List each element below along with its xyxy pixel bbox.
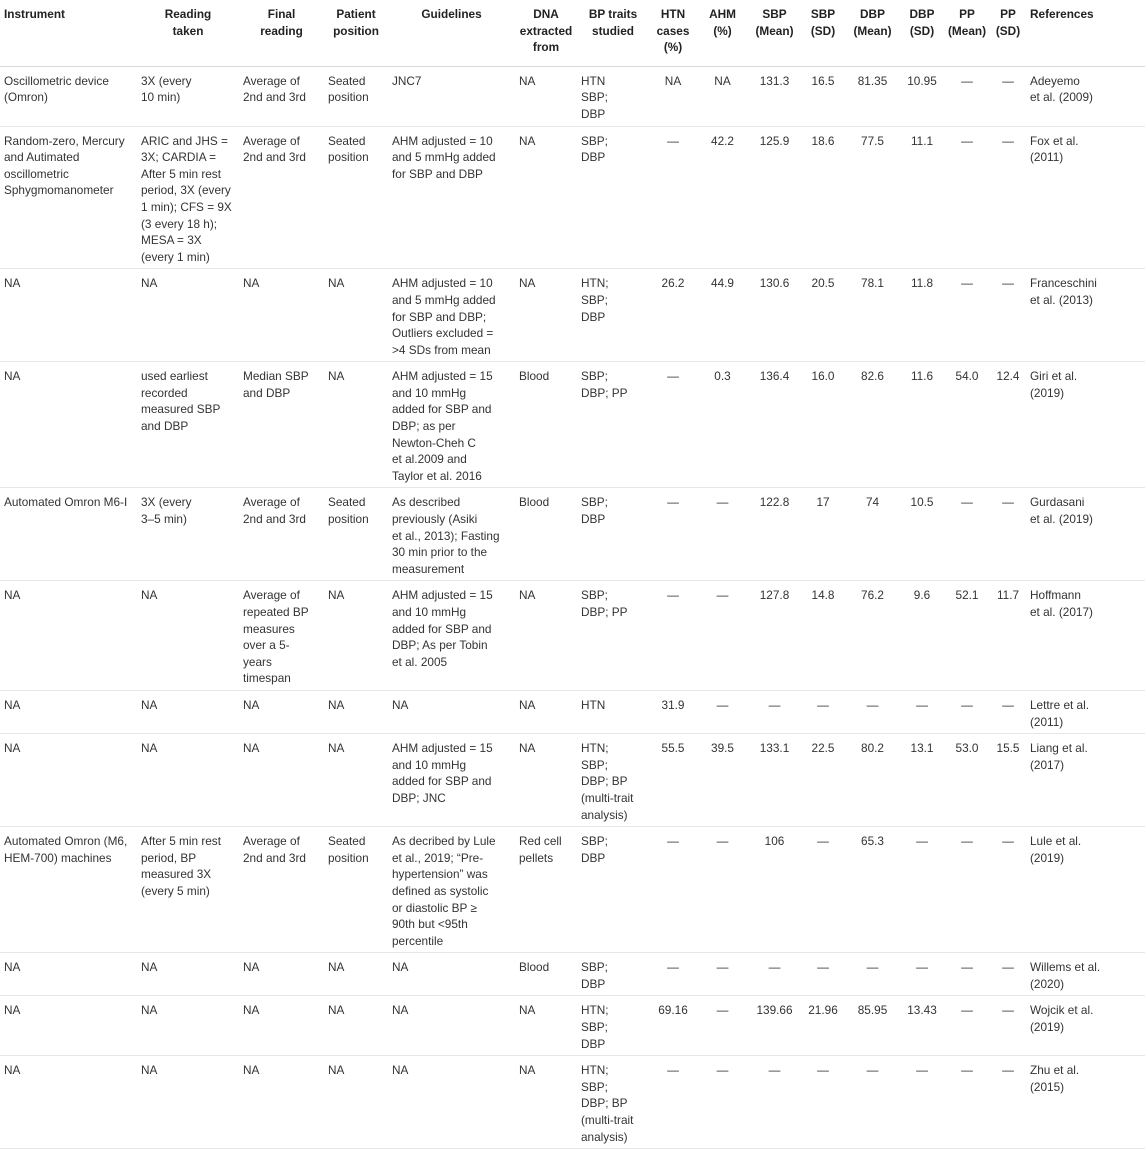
cell-guidelines: AHM adjusted = 15 and 10 mmHg added for SBP and DBP; as per Newton-Cheh C et al.2009 and Taylor et al. 2016: [388, 362, 515, 488]
cell-instrument: Automated Omron M6-I: [0, 488, 137, 581]
cell-final-reading: Median SBP and DBP: [239, 362, 324, 488]
cell-instrument: NA: [0, 1056, 137, 1149]
cell-dna-extracted: NA: [515, 581, 577, 691]
cell-dbp-sd: 11.8: [900, 269, 944, 362]
cell-sbp-sd: 14.8: [801, 581, 845, 691]
cell-patient-position: Seated position: [324, 827, 388, 953]
cell-ahm: —: [697, 1056, 748, 1149]
cell-reading-taken: NA: [137, 690, 239, 733]
table-row: [0, 488, 1145, 581]
header-row: [0, 0, 1145, 66]
cell-htn-cases: —: [649, 488, 697, 581]
cell-sbp-mean: —: [748, 690, 801, 733]
cell-dbp-mean: 74: [845, 488, 900, 581]
header-pp-sd: PP (SD): [990, 0, 1026, 66]
cell-ahm: 0.3: [697, 362, 748, 488]
cell-pp-sd: —: [990, 690, 1026, 733]
cell-instrument: NA: [0, 996, 137, 1056]
cell-final-reading: Average of 2nd and 3rd: [239, 66, 324, 126]
cell-pp-sd: —: [990, 953, 1026, 996]
cell-reading-taken: After 5 min rest period, BP measured 3X (every 5 min): [137, 827, 239, 953]
cell-sbp-sd: 18.6: [801, 126, 845, 269]
cell-guidelines: NA: [388, 690, 515, 733]
cell-bp-traits: SBP; DBP: [577, 488, 649, 581]
cell-instrument: NA: [0, 734, 137, 827]
cell-reading-taken: NA: [137, 581, 239, 691]
cell-guidelines: JNC7: [388, 66, 515, 126]
cell-dbp-mean: 80.2: [845, 734, 900, 827]
cell-sbp-sd: —: [801, 690, 845, 733]
cell-sbp-sd: 17: [801, 488, 845, 581]
cell-final-reading: Average of 2nd and 3rd: [239, 126, 324, 269]
cell-dna-extracted: NA: [515, 734, 577, 827]
cell-reading-taken: 3X (every 3–5 min): [137, 488, 239, 581]
cell-ahm: —: [697, 690, 748, 733]
header-reading-taken: Reading taken: [137, 0, 239, 66]
cell-pp-mean: —: [944, 690, 990, 733]
cell-references: Fox et al. (2011): [1026, 126, 1145, 269]
cell-dbp-sd: 10.5: [900, 488, 944, 581]
cell-ahm: 42.2: [697, 126, 748, 269]
cell-references: Adeyemo et al. (2009): [1026, 66, 1145, 126]
cell-sbp-mean: 122.8: [748, 488, 801, 581]
cell-pp-sd: —: [990, 1056, 1026, 1149]
cell-htn-cases: 26.2: [649, 269, 697, 362]
header-patient-position: Patient position: [324, 0, 388, 66]
cell-dbp-sd: —: [900, 953, 944, 996]
cell-bp-traits: HTN; SBP; DBP; BP (multi-trait analysis): [577, 1056, 649, 1149]
cell-instrument: NA: [0, 362, 137, 488]
cell-dbp-sd: —: [900, 1056, 944, 1149]
cell-final-reading: NA: [239, 269, 324, 362]
cell-guidelines: AHM adjusted = 10 and 5 mmHg added for SBP and DBP: [388, 126, 515, 269]
cell-sbp-mean: —: [748, 1056, 801, 1149]
cell-instrument: NA: [0, 581, 137, 691]
cell-references: Lule et al. (2019): [1026, 827, 1145, 953]
cell-htn-cases: —: [649, 953, 697, 996]
cell-guidelines: NA: [388, 953, 515, 996]
header-pp-mean: PP (Mean): [944, 0, 990, 66]
table-row: [0, 126, 1145, 269]
cell-pp-mean: —: [944, 1056, 990, 1149]
cell-bp-traits: HTN: [577, 690, 649, 733]
cell-guidelines: As decribed by Lule et al., 2019; “Pre- hypertension” was defined as systolic or diastolic BP ≥ 90th but <95th percentile: [388, 827, 515, 953]
cell-ahm: —: [697, 827, 748, 953]
cell-guidelines: As described previously (Asiki et al., 2013); Fasting 30 min prior to the measurement: [388, 488, 515, 581]
cell-pp-mean: —: [944, 953, 990, 996]
header-dbp-mean: DBP (Mean): [845, 0, 900, 66]
cell-guidelines: AHM adjusted = 15 and 10 mmHg added for SBP and DBP; As per Tobin et al. 2005: [388, 581, 515, 691]
cell-instrument: Automated Omron (M6, HEM-700) machines: [0, 827, 137, 953]
cell-ahm: 44.9: [697, 269, 748, 362]
table-row: [0, 581, 1145, 691]
cell-pp-mean: 53.0: [944, 734, 990, 827]
cell-pp-sd: —: [990, 827, 1026, 953]
cell-pp-mean: 52.1: [944, 581, 990, 691]
header-sbp-sd: SBP (SD): [801, 0, 845, 66]
cell-pp-sd: 11.7: [990, 581, 1026, 691]
cell-patient-position: Seated position: [324, 126, 388, 269]
header-bp-traits: BP traits studied: [577, 0, 649, 66]
cell-pp-sd: —: [990, 996, 1026, 1056]
cell-final-reading: NA: [239, 734, 324, 827]
table-row: [0, 827, 1145, 953]
cell-dna-extracted: NA: [515, 690, 577, 733]
cell-sbp-sd: 22.5: [801, 734, 845, 827]
cell-dna-extracted: Blood: [515, 953, 577, 996]
cell-patient-position: NA: [324, 362, 388, 488]
cell-reading-taken: 3X (every 10 min): [137, 66, 239, 126]
cell-htn-cases: —: [649, 827, 697, 953]
cell-bp-traits: SBP; DBP: [577, 827, 649, 953]
cell-references: Liang et al. (2017): [1026, 734, 1145, 827]
table-row: [0, 269, 1145, 362]
cell-pp-sd: —: [990, 66, 1026, 126]
cell-dbp-sd: 11.1: [900, 126, 944, 269]
cell-references: Hoffmann et al. (2017): [1026, 581, 1145, 691]
cell-dbp-mean: —: [845, 953, 900, 996]
header-htn-cases: HTN cases (%): [649, 0, 697, 66]
cell-patient-position: NA: [324, 690, 388, 733]
cell-dbp-mean: 78.1: [845, 269, 900, 362]
cell-htn-cases: 69.16: [649, 996, 697, 1056]
cell-htn-cases: 31.9: [649, 690, 697, 733]
cell-references: Gurdasani et al. (2019): [1026, 488, 1145, 581]
cell-references: Willems et al. (2020): [1026, 953, 1145, 996]
cell-dbp-sd: 9.6: [900, 581, 944, 691]
cell-htn-cases: —: [649, 362, 697, 488]
cell-references: Lettre et al. (2011): [1026, 690, 1145, 733]
table-row: [0, 1056, 1145, 1149]
header-ahm: AHM (%): [697, 0, 748, 66]
cell-sbp-sd: —: [801, 953, 845, 996]
cell-bp-traits: HTN SBP; DBP: [577, 66, 649, 126]
cell-patient-position: Seated position: [324, 66, 388, 126]
cell-dbp-sd: 13.1: [900, 734, 944, 827]
cell-guidelines: NA: [388, 1056, 515, 1149]
cell-bp-traits: SBP; DBP: [577, 953, 649, 996]
cell-dbp-mean: 81.35: [845, 66, 900, 126]
cell-sbp-sd: —: [801, 827, 845, 953]
header-instrument: Instrument: [0, 0, 137, 66]
cell-dbp-sd: 10.95: [900, 66, 944, 126]
table-row: [0, 734, 1145, 827]
cell-pp-mean: —: [944, 488, 990, 581]
cell-instrument: Random-zero, Mercury and Autimated oscillometric Sphygmomanometer: [0, 126, 137, 269]
cell-pp-sd: 15.5: [990, 734, 1026, 827]
cell-htn-cases: —: [649, 1056, 697, 1149]
header-sbp-mean: SBP (Mean): [748, 0, 801, 66]
cell-sbp-mean: 125.9: [748, 126, 801, 269]
cell-dbp-sd: 11.6: [900, 362, 944, 488]
cell-patient-position: NA: [324, 953, 388, 996]
cell-ahm: NA: [697, 66, 748, 126]
cell-pp-mean: —: [944, 827, 990, 953]
cell-patient-position: NA: [324, 269, 388, 362]
cell-guidelines: AHM adjusted = 10 and 5 mmHg added for SBP and DBP; Outliers excluded = >4 SDs from mean: [388, 269, 515, 362]
cell-reading-taken: NA: [137, 996, 239, 1056]
cell-guidelines: AHM adjusted = 15 and 10 mmHg added for SBP and DBP; JNC: [388, 734, 515, 827]
cell-references: Zhu et al. (2015): [1026, 1056, 1145, 1149]
cell-sbp-sd: 20.5: [801, 269, 845, 362]
cell-pp-mean: —: [944, 996, 990, 1056]
cell-instrument: NA: [0, 690, 137, 733]
cell-sbp-mean: 127.8: [748, 581, 801, 691]
cell-dbp-mean: 82.6: [845, 362, 900, 488]
cell-dna-extracted: NA: [515, 269, 577, 362]
cell-instrument: Oscillometric device (Omron): [0, 66, 137, 126]
table-row: [0, 66, 1145, 126]
cell-dbp-sd: —: [900, 690, 944, 733]
cell-patient-position: NA: [324, 581, 388, 691]
table-body: [0, 66, 1145, 1148]
header-dna-extracted: DNA extracted from: [515, 0, 577, 66]
cell-final-reading: Average of 2nd and 3rd: [239, 488, 324, 581]
cell-dna-extracted: NA: [515, 1056, 577, 1149]
header-final-reading: Final reading: [239, 0, 324, 66]
cell-sbp-mean: 131.3: [748, 66, 801, 126]
cell-ahm: —: [697, 581, 748, 691]
cell-patient-position: Seated position: [324, 488, 388, 581]
cell-dbp-sd: —: [900, 827, 944, 953]
cell-patient-position: NA: [324, 1056, 388, 1149]
cell-references: Wojcik et al. (2019): [1026, 996, 1145, 1056]
cell-patient-position: NA: [324, 996, 388, 1056]
cell-bp-traits: SBP; DBP; PP: [577, 362, 649, 488]
cell-dbp-mean: 65.3: [845, 827, 900, 953]
cell-pp-sd: —: [990, 269, 1026, 362]
cell-sbp-mean: —: [748, 953, 801, 996]
cell-dbp-mean: 85.95: [845, 996, 900, 1056]
cell-dna-extracted: Blood: [515, 488, 577, 581]
cell-final-reading: NA: [239, 690, 324, 733]
cell-bp-traits: HTN; SBP; DBP: [577, 996, 649, 1056]
cell-dbp-mean: —: [845, 690, 900, 733]
cell-final-reading: Average of repeated BP measures over a 5- years timespan: [239, 581, 324, 691]
cell-sbp-mean: 139.66: [748, 996, 801, 1056]
cell-reading-taken: NA: [137, 1056, 239, 1149]
cell-htn-cases: —: [649, 126, 697, 269]
cell-sbp-sd: 21.96: [801, 996, 845, 1056]
cell-ahm: —: [697, 953, 748, 996]
cell-reading-taken: NA: [137, 734, 239, 827]
cell-htn-cases: —: [649, 581, 697, 691]
cell-sbp-mean: 130.6: [748, 269, 801, 362]
cell-htn-cases: 55.5: [649, 734, 697, 827]
cell-bp-traits: HTN; SBP; DBP; BP (multi-trait analysis): [577, 734, 649, 827]
cell-pp-mean: —: [944, 66, 990, 126]
cell-pp-mean: —: [944, 269, 990, 362]
cell-pp-mean: —: [944, 126, 990, 269]
cell-pp-sd: —: [990, 126, 1026, 269]
header-dbp-sd: DBP (SD): [900, 0, 944, 66]
cell-dna-extracted: Red cell pellets: [515, 827, 577, 953]
cell-references: Franceschini et al. (2013): [1026, 269, 1145, 362]
cell-dna-extracted: NA: [515, 66, 577, 126]
cell-final-reading: NA: [239, 1056, 324, 1149]
cell-bp-traits: SBP; DBP: [577, 126, 649, 269]
cell-sbp-sd: —: [801, 1056, 845, 1149]
cell-dna-extracted: Blood: [515, 362, 577, 488]
header-references: References: [1026, 0, 1145, 66]
cell-ahm: 39.5: [697, 734, 748, 827]
cell-dbp-sd: 13.43: [900, 996, 944, 1056]
cell-sbp-mean: 106: [748, 827, 801, 953]
cell-final-reading: Average of 2nd and 3rd: [239, 827, 324, 953]
table-row: [0, 953, 1145, 996]
cell-dbp-mean: 77.5: [845, 126, 900, 269]
cell-final-reading: NA: [239, 996, 324, 1056]
cell-guidelines: NA: [388, 996, 515, 1056]
cell-dna-extracted: NA: [515, 126, 577, 269]
header-guidelines: Guidelines: [388, 0, 515, 66]
cell-sbp-mean: 133.1: [748, 734, 801, 827]
cell-reading-taken: ARIC and JHS = 3X; CARDIA = After 5 min rest period, 3X (every 1 min); CFS = 9X (3 every 18 h); MESA = 3X (every 1 min): [137, 126, 239, 269]
cell-reading-taken: NA: [137, 953, 239, 996]
cell-dbp-mean: —: [845, 1056, 900, 1149]
cell-sbp-sd: 16.5: [801, 66, 845, 126]
cell-instrument: NA: [0, 269, 137, 362]
cell-htn-cases: NA: [649, 66, 697, 126]
table-row: [0, 362, 1145, 488]
table-row: [0, 690, 1145, 733]
cell-reading-taken: NA: [137, 269, 239, 362]
cell-bp-traits: HTN; SBP; DBP: [577, 269, 649, 362]
cell-sbp-sd: 16.0: [801, 362, 845, 488]
cell-sbp-mean: 136.4: [748, 362, 801, 488]
cell-patient-position: NA: [324, 734, 388, 827]
cell-bp-traits: SBP; DBP; PP: [577, 581, 649, 691]
cell-pp-sd: 12.4: [990, 362, 1026, 488]
cell-pp-mean: 54.0: [944, 362, 990, 488]
cell-pp-sd: —: [990, 488, 1026, 581]
cell-final-reading: NA: [239, 953, 324, 996]
cell-references: Giri et al. (2019): [1026, 362, 1145, 488]
cell-dbp-mean: 76.2: [845, 581, 900, 691]
cell-ahm: —: [697, 488, 748, 581]
cell-ahm: —: [697, 996, 748, 1056]
table-row: [0, 996, 1145, 1056]
cell-reading-taken: used earliest recorded measured SBP and DBP: [137, 362, 239, 488]
cell-dna-extracted: NA: [515, 996, 577, 1056]
cell-instrument: NA: [0, 953, 137, 996]
